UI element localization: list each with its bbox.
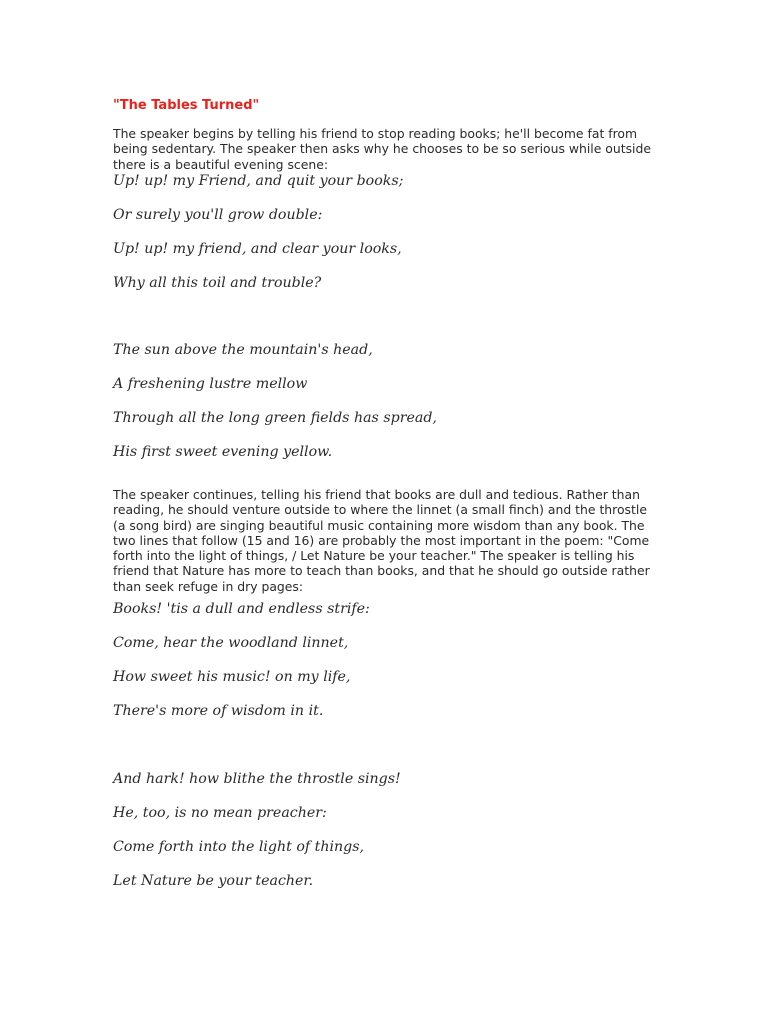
verse-line: Come forth into the light of things, — [113, 839, 365, 855]
verse-line: Through all the long green fields has spread, — [113, 410, 437, 426]
document-title: "The Tables Turned" — [113, 98, 260, 113]
verse-line: And hark! how blithe the throstle sings! — [113, 771, 401, 787]
verse-line: His first sweet evening yellow. — [113, 444, 333, 460]
verse-line: Come, hear the woodland linnet, — [113, 635, 349, 651]
verse-line: Up! up! my Friend, and quit your books; — [113, 173, 404, 189]
verse-line: Let Nature be your teacher. — [113, 873, 314, 889]
verse-line: The sun above the mountain's head, — [113, 342, 373, 358]
verse-line: Why all this toil and trouble? — [113, 275, 322, 291]
verse-line: He, too, is no mean preacher: — [113, 805, 327, 821]
intro-paragraph: The speaker begins by telling his friend to stop reading books; he'll become fat from being sedentary. The speaker then asks why he chooses to be so serious while outside there is a beautiful evening scene: — [113, 126, 651, 172]
verse-line: Up! up! my friend, and clear your looks, — [113, 241, 402, 257]
verse-line: How sweet his music! on my life, — [113, 669, 351, 685]
commentary-paragraph: The speaker continues, telling his friend that books are dull and tedious. Rather than reading, he should venture outside to where the linnet (a small finch) and the throstle (a song bird) are singing beautiful music containing more wisdom than any book. The two lines that follow (15 and 16) are probably the most important in the poem: "Come forth into the light of things, / Let Nature be your teacher." The speaker is telling his friend that Nature has more to teach than books, and that he should go outside rather than seek refuge in dry pages: — [113, 487, 650, 594]
verse-line: A freshening lustre mellow — [113, 376, 308, 392]
verse-line: Or surely you'll grow double: — [113, 207, 323, 223]
verse-line: There's more of wisdom in it. — [113, 703, 324, 719]
verse-line: Books! 'tis a dull and endless strife: — [113, 601, 370, 617]
